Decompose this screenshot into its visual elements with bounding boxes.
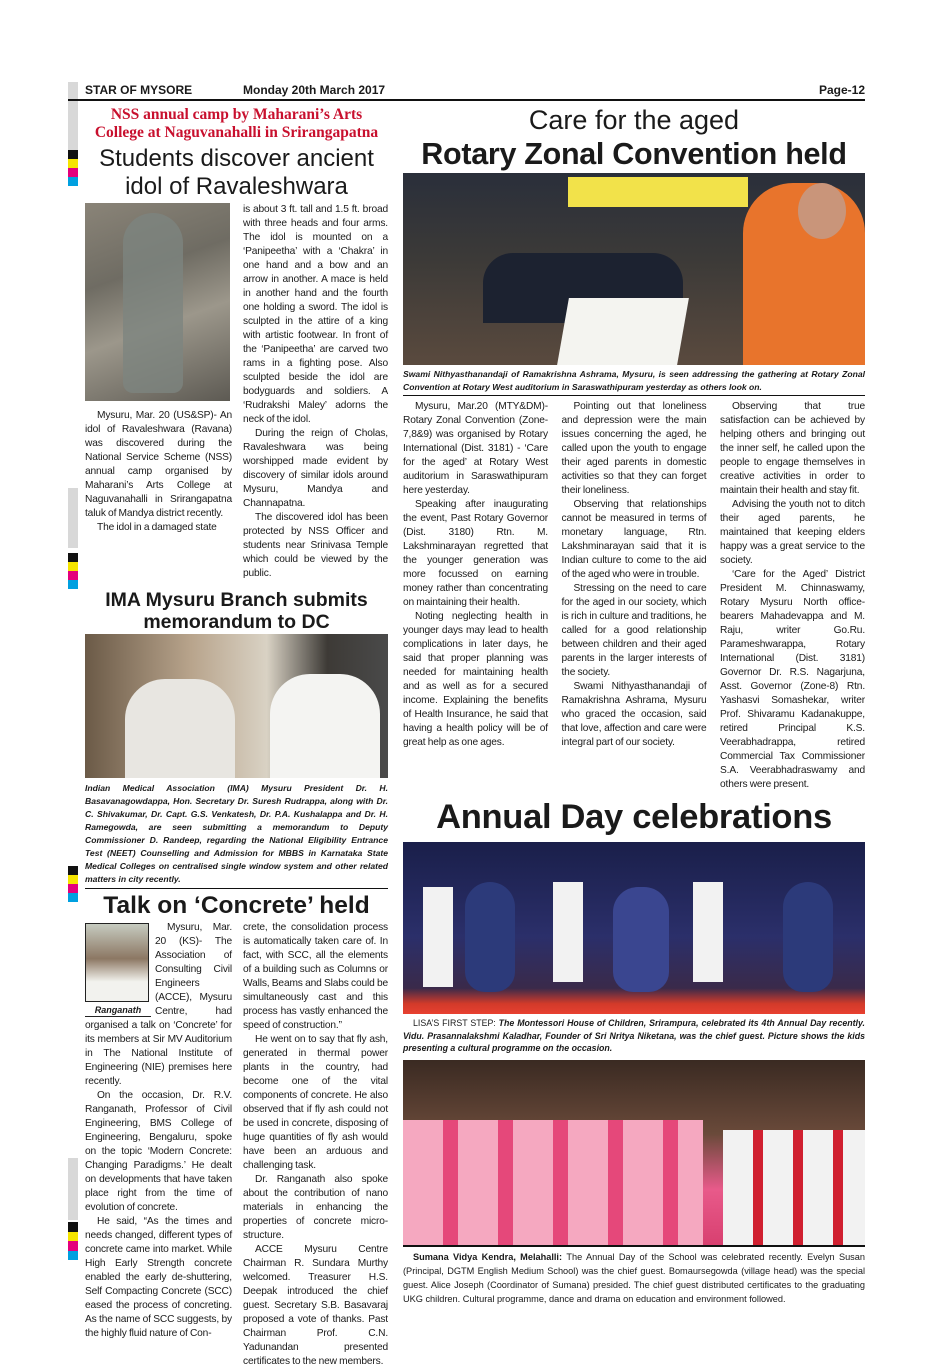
caption-lead: Sumana Vidya Kendra, Melahalli: [413,1251,567,1262]
issue-date: Monday 20th March 2017 [243,83,386,97]
concrete-column-2 [243,921,388,1369]
paragraph: Dr. Ranganath also spoke about the contribution of nano materials in enhancing the properties of concrete micro-structure. [243,1174,388,1241]
ima-caption: Indian Medical Association (IMA) Mysuru President Dr. H. Basavanagowdappa, Hon. Secretary Dr. Suresh Rudrappa, along with Dr. C. Shivakumar, Dr. Capt. G.S. Venkatesh, Dr. P.A. Kushalappa and Dr. H. Ramegowda, are seen submitting a memorandum to Deputy Commissioner D. Randeep, regarding the National Eligibility Entrance Test (NEET) Counselling and Admission for MBBS in Karnataka State Medical Colleges on centralised single window system and other related matters in city recently. [85,782,388,889]
right-page-column [403,104,865,1306]
paragraph: Mysuru, Mar.20 (MTY&DM)- Rotary Zonal Convention (Zone-7,8&9) was organised by Rotary International (Dist. 3181) - ‘Care for the aged’ at Rotary West auditorium in Saraswathipuram here yesterday. [403,401,548,496]
paragraph: Pointing out that loneliness and depression were the main issues concerning the aged, he called upon the youth to engage their aged parents in domestic activities so that they can forget their loneliness. [561,401,707,496]
rotary-body [403,400,865,792]
paragraph: ACCE Mysuru Centre Chairman R. Sundara Murthy welcomed. Treasurer H.S. Deepak introduced the chief guest. Secretary S.B. Basavaraj proposed a vote of thanks. Past Chairman Prof. C.N. Yadunandan presented certificates to the new members. [243,1244,388,1367]
paragraph: Advising the youth not to ditch their aged parents, he maintained that keeping elders happy was a great service to the society. [720,499,865,566]
paragraph: Noting neglecting health in younger days may lead to health complications in later days, he said that proper planning was needed for maintaining health and as well as for a secured income. Explaining the benefits of Health Insurance, he said that having a health policy will be of great help as one ages. [403,611,548,748]
rotary-column-2 [562,400,707,750]
color-registration-mark [68,1222,78,1260]
paragraph: Stressing on the need to care for the aged in our society, which is rich in culture and traditions, he called for a good relationship between children and their aged parents in the larger interests of the society. [561,583,707,678]
paragraph: Observing that relationships cannot be measured in terms of monetary language, Rtn. Lakshminarayan said that it is Indian culture to come to the aid of the aged who were in trouble. [561,499,707,580]
idol-photo [85,203,230,401]
idol-headline [85,145,388,201]
idol-body [85,203,388,581]
paragraph: The idol in a damaged state [97,522,217,533]
paragraph: Mysuru, Mar. 20 (US&SP)- An idol of Ravaleshwara (Ravana) was discovered during the National Service Scheme (NSS) annual camp organised by Maharani’s Arts College at Naguvanahalli in Srirangapatna taluk of Mandya district recently. [85,410,232,519]
banner [568,177,748,207]
paragraph: On the occasion, Dr. R.V. Ranganath, Professor of Civil Engineering, BMS College of Engineering, Bengaluru, spoke on the topic ‘Modern Concrete: Changing Paradigms.’ He dealt on developments that have taken place right from the time of evolution of concrete. [85,1090,232,1213]
concrete-headline: Talk on ‘Concrete’ held [103,892,370,919]
rotary-photo [403,173,865,365]
paragraph: Observing that true satisfaction can be achieved by helping others and bringing out the inner self, he called upon the people to engage themselves in creative activities in order to maintain their health and stay fit. [720,401,865,496]
ranganath-photo-box [85,923,151,1017]
caption-body: The Annual Day of the School was celebrated recently. Evelyn Susan (Principal, DGTM English Medium School) was the chief guest. Bomaursegowda (village head) was the special guest. Alice Joseph (Coordinator of Sumana) presided. The chief guest distributed certificates to the graduating UKG children. Cultural programme, dance and drama on education and environment followed. [403,1251,865,1304]
paragraph: He went on to say that fly ash, generated in thermal power plants in the country, had become one of the vital components of concrete. He also observed that if fly ash could not be used in concrete, disposing of huge quantities of fly ash would have been an arduous and challenging task. [243,1034,388,1171]
sumana-photo [403,1060,865,1247]
annual-day-headline: Annual Day celebrations [436,798,832,836]
paragraph: He said, “As the times and needs changed, different types of concrete came into market. While High Early Strength concrete enabled the early de-shuttering, Self Compacting Concrete (SCC) eased the process of concreting. As the name of SCC suggests, by the highly fluid nature of Con- [85,1216,232,1339]
idol-headline-line1: Students discover ancient [99,145,374,172]
paragraph: Mysuru, Mar. 20 (KS)- The Association of Consulting Civil Engineers (ACCE), Mysuru Centre, had organised a talk on ‘Concrete’ for its members at Sir MV Auditorium in The National Institute of Engineering (NIE) premises here recently. [85,922,232,1087]
caption-lead: LISA’S FIRST STEP: [413,1018,499,1028]
paragraph: crete, the consolidation process is automatically taken care of. In fact, with SCC, all the elements of a building such as Columns or Walls, Beams and Slabs could be simultaneously cast and this process has vastly enhanced the speed of construction.” [243,922,388,1031]
paragraph: ‘Care for the Aged’ District President M. Chinnaswamy, Rotary Mysuru North office-bearers Mahadevappa and M. Raju, writer Go.Ru. Parameshwarappa, Rotary International (Dist. 3181) Governor Dr. R.S. Nagarjuna, Asst. Governor (Zone-8) Rtn. Yashasvi Somashekar, writer Prof. Shivaramu Kadanakuppe, retired Principal K.S. Veerabhadrappa, retired Commercial Tax Commissioner S.A. Veerabhadraswamy and others were present. [720,569,865,790]
ima-headline [85,589,388,633]
paragraph: is about 3 ft. tall and 1.5 ft. broad with three heads and four arms. The idol is mounted on a ‘Panipeetha’ with a ‘Chakra’ in one hand and a bow and an arrow in another. A mace is held in another hand and the fourth one holding a sword. The idol is sculpted in the attire of a king with artistic footwear. In front of the ‘Panipeetha’ are carved two rams in a fighting pose. Also sculpted beside the idol are bodyguards and soldiers. A ‘Rudrakshi Maley’ adorns the neck of the idol. [243,204,388,425]
idol-headline-line2: idol of Ravaleshwara [125,173,348,200]
montessori-photo [403,842,865,1014]
registration-strip [68,488,78,548]
rotary-headline: Rotary Zonal Convention held [421,137,847,171]
paragraph: Speaking after inaugurating the event, Past Rotary Governor (Dist. 3180) Rtn. M. Lakshminarayan regretted that the younger generation was more focussed on earning money rather than concentrating on maintaining their health. [403,499,548,608]
concrete-column-1 [85,921,232,1341]
idol-column-2 [243,203,388,581]
registration-strip [68,1158,78,1220]
caption-body: The Montessori House of Children, Srirampura, celebrated its 4th Annual Day recently. Vidu. Prasannalakshmi Kaladhar, Founder of Sri Nritya Niketana, was the chief guest. Picture shows the kids presenting a cultural programme on the occasion. [403,1018,865,1053]
color-registration-mark [68,866,78,902]
paragraph: The discovered idol has been protected by NSS Officer and students near Srinivasa Temple which could be viewed by the public. [243,512,388,579]
rotary-column-1 [403,400,548,750]
color-registration-mark [68,553,78,589]
sumana-caption [403,1250,865,1306]
montessori-caption [403,1017,865,1055]
rotary-caption: Swami Nithyasthanandaji of Ramakrishna Ashrama, Mysuru, is seen addressing the gathering at Rotary Zonal Convention at Rotary West auditorium in Saraswathipuram yesterday as others look on. [403,368,865,396]
concrete-body [85,921,388,1369]
masthead-rule [68,99,865,101]
ima-headline-line1: IMA Mysuru Branch submits [105,589,368,611]
paragraph: During the reign of Cholas, Ravaleshwara was being worshipped made evident by discovery of similar idols around Mysuru, Mandya and Channapatna. [243,428,388,509]
paragraph: Swami Nithyasthanandaji of Ramakrishna Ashrama, Mysuru who graced the occasion, said that love, affection and care were integral part of our society. [561,681,707,748]
idol-column-1 [85,203,232,535]
ima-headline-line2: memorandum to DC [143,611,330,633]
ranganath-photo [85,923,149,1002]
page-number: Page-12 [818,83,865,97]
idol-kicker: NSS annual camp by Maharani’s Arts College at Naguvanahalli in Srirangapatna [94,106,379,141]
left-page-column [85,106,388,1369]
ranganath-photo-caption: Ranganath [85,1004,151,1017]
ima-photo [85,634,388,778]
rotary-kicker: Care for the aged [528,105,740,135]
color-registration-mark [68,150,78,186]
rotary-column-3 [720,400,865,792]
paper-name: STAR OF MYSORE [85,83,193,97]
registration-strip [68,82,78,150]
